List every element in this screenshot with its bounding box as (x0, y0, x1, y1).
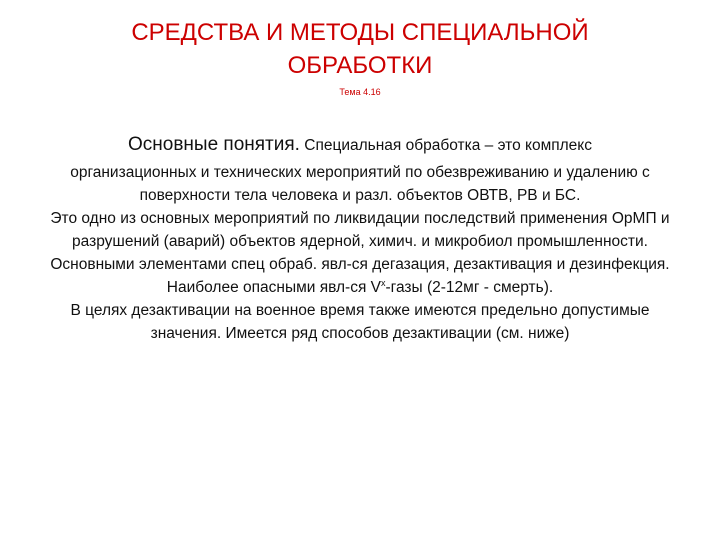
paragraph-5: В целях дезактивации на военное время также имеются предельно допустимые значения. Имеется ряд способов дезактивации (см. ниже) (70, 302, 650, 342)
paragraph-4-before: Наиболее опасными явл-ся V (166, 279, 381, 296)
lead-heading: Основные понятия. (127, 134, 300, 155)
paragraph-4-superscript: x (381, 277, 386, 288)
paragraph-1-start: Специальная обработка – это комплекс (304, 137, 592, 154)
paragraph-4-after: -газы (2-12мг - смерть). (385, 279, 554, 296)
title-line-2: ОБРАБОТКИ (287, 52, 433, 79)
slide-body (36, 130, 684, 345)
paragraph-3: Основными элементами спец обраб. явл-ся дегазация, дезактивация и дезинфекция. (50, 256, 670, 273)
paragraph-2: Это одно из основных мероприятий по ликвидации последствий применения ОрМП и разрушений (аварий) объектов ядерной, химич. и микробиол промышленности. (50, 210, 670, 250)
paragraph-1-first-line (36, 130, 684, 161)
topic-number: Тема 4.16 (339, 87, 381, 97)
slide-title (0, 16, 720, 82)
paragraph-4 (36, 276, 684, 299)
title-line-1: СРЕДСТВА И МЕТОДЫ СПЕЦИАЛЬНОЙ (131, 19, 589, 46)
paragraph-1-rest: организационных и технических мероприятий по обезвреживанию и удалению с поверхности тела человека и разл. объектов ОВТВ, РВ и БС. (70, 164, 650, 204)
